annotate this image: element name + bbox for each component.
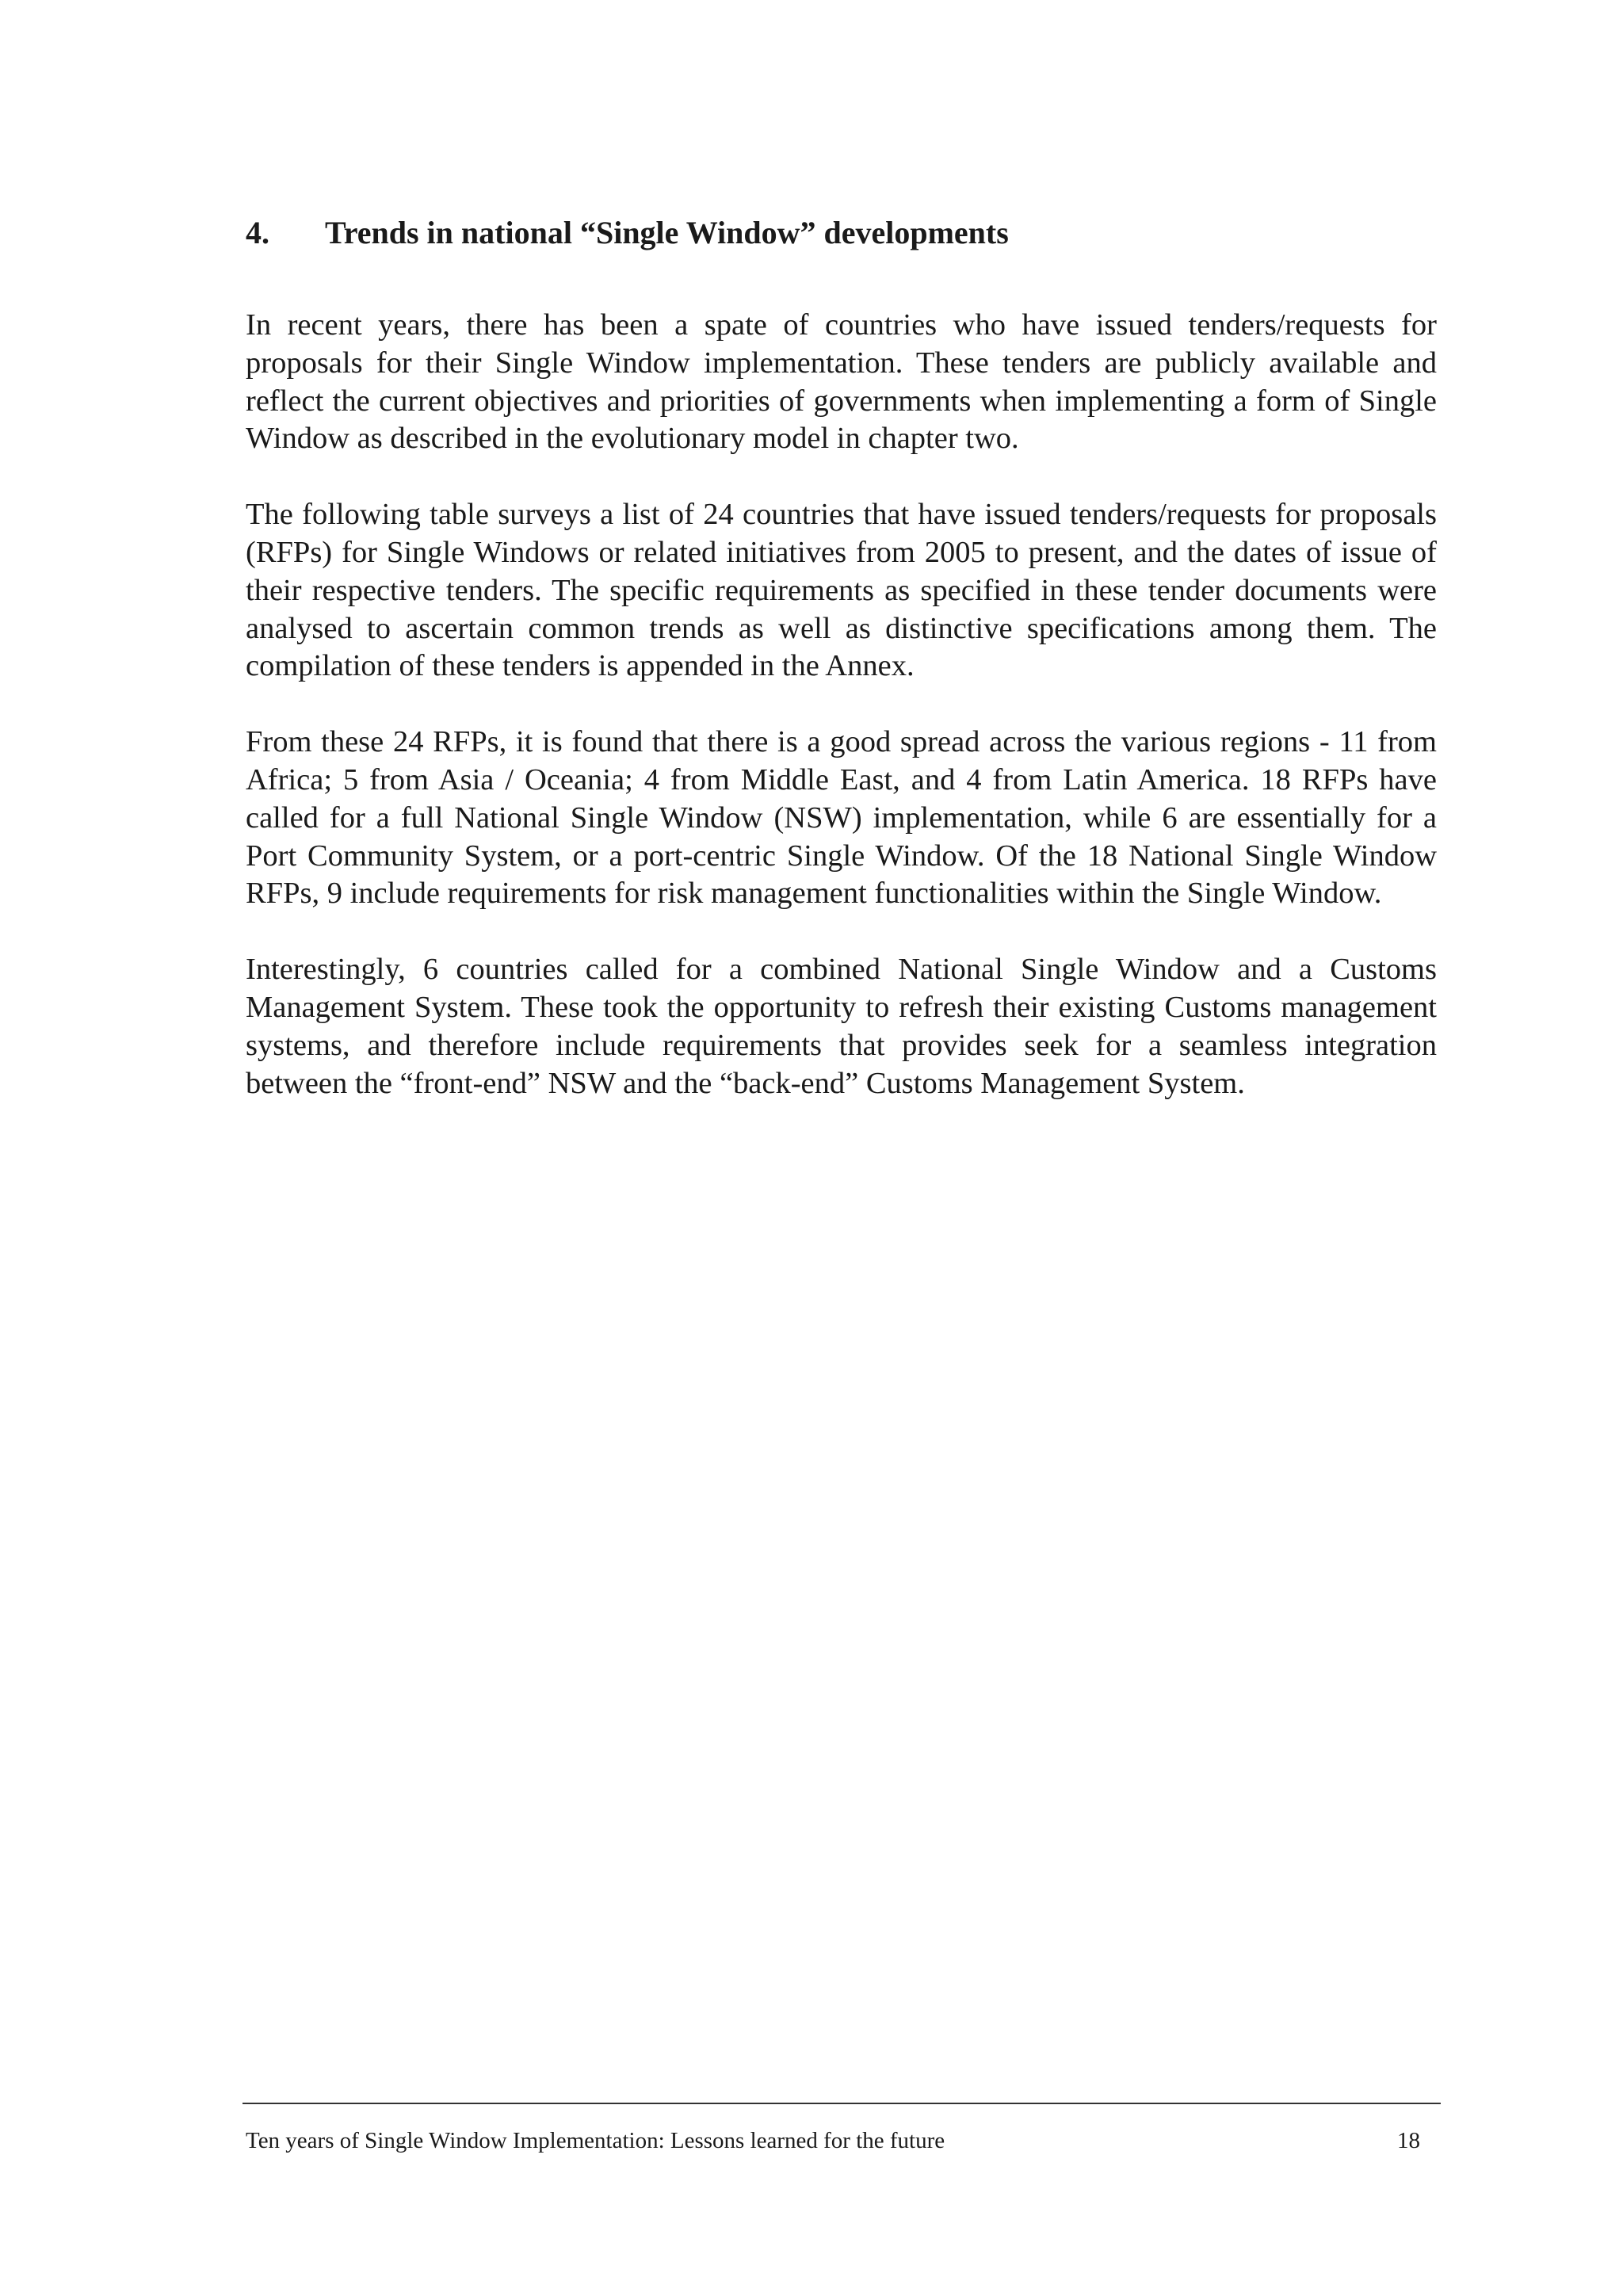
paragraph-2: The following table surveys a list of 24 countries that have issued tenders/requests for proposals (RFPs) for Single Windows or related initiatives from 2005 to present, and the dates of issue of their respective tenders. The specific requirements as specified in these tender documents were analysed to ascertain common trends as well as distinctive specifications among them. The compilation of these tenders is appended in the Annex. xyxy=(246,498,1437,683)
paragraph-3: From these 24 RFPs, it is found that there is a good spread across the various regions - 11 from Africa; 5 from Asia / Oceania; 4 from Middle East, and 4 from Latin America. 18 RFPs have called for a full National Single Window (NSW) implementation, while 6 are essentially for a Port Community System, or a port-centric Single Window. Of the 18 National Single Window RFPs, 9 include requirements for risk management functionalities within the Single Window. xyxy=(246,725,1437,911)
section-heading xyxy=(246,214,1434,252)
footer-divider xyxy=(242,2103,1441,2104)
paragraph-4: Interestingly, 6 countries called for a combined National Single Window and a Customs Management System. These took the opportunity to refresh their existing Customs management systems, and therefore include requirements that provides seek for a seamless integration between the “front-end” NSW and the “back-end” Customs Management System. xyxy=(246,953,1437,1100)
section-title: Trends in national “Single Window” developments xyxy=(325,215,1009,250)
footer-title: Ten years of Single Window Implementation: Lessons learned for the future xyxy=(246,2128,945,2153)
paragraph-1: In recent years, there has been a spate of countries who have issued tenders/requests for proposals for their Single Window implementation. These tenders are publicly available and reflect the current objectives and priorities of governments when implementing a form of Single Window as described in the evolutionary model in chapter two. xyxy=(246,308,1437,456)
body-text xyxy=(246,307,1437,1140)
section-number: 4. xyxy=(246,215,269,250)
page-number: 18 xyxy=(1397,2128,1420,2153)
